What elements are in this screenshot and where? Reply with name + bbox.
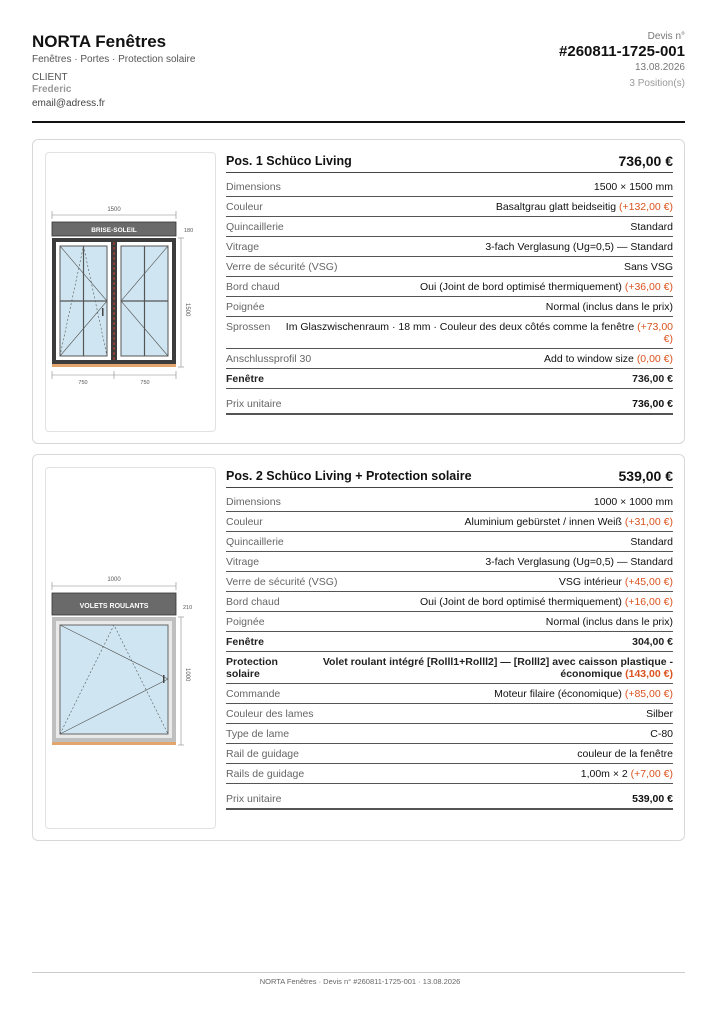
surcharge-amount: (0,00 €) — [636, 353, 673, 365]
spec-row — [226, 532, 673, 552]
spec-rows-1 — [226, 177, 673, 369]
spec-label: Rail de guidage — [226, 748, 299, 760]
spec-label: Rails de guidage — [226, 768, 305, 780]
spec-value-text: Aluminium gebürstet / innen Weiß — [464, 516, 622, 528]
spec-value — [581, 768, 673, 780]
spec-row — [226, 492, 673, 512]
spec-label: Commande — [226, 688, 281, 700]
position-price: 736,00 € — [618, 153, 673, 169]
spec-value-text: Normal (inclus dans le prix) — [545, 616, 673, 628]
spec-value — [485, 241, 673, 253]
spec-row — [226, 257, 673, 277]
spec-row — [226, 197, 673, 217]
spec-value-text: Standard — [630, 536, 673, 548]
surcharge-amount: (+85,00 €) — [624, 688, 673, 700]
surcharge-amount: (+7,00 €) — [630, 768, 673, 780]
protection-value — [300, 656, 673, 680]
surcharge-amount: (+16,00 €) — [624, 596, 673, 608]
position-details-1 — [226, 150, 673, 415]
unit-price-value: 539,00 € — [632, 793, 673, 805]
dim-width-label: 1500 — [107, 207, 121, 213]
spec-value — [594, 496, 673, 508]
unit-price-label: Prix unitaire — [226, 398, 282, 410]
page-footer: NORTA Fenêtres · Devis n° #260811-1725-001 · 13.08.2026 — [259, 977, 461, 986]
spec-label: Couleur des lames — [226, 708, 314, 720]
spec-value-text: Oui (Joint de bord optimisé thermiquement) — [419, 596, 622, 608]
subtotal-value: 736,00 € — [632, 373, 673, 385]
box-label: BRISE-SOLEIL — [91, 227, 137, 234]
spec-value — [650, 728, 673, 740]
spec-value — [646, 708, 673, 720]
dim-sash-right-label: 750 — [140, 380, 150, 386]
window-sill — [52, 364, 176, 367]
spec-label: Bord chaud — [226, 281, 280, 293]
spec-label: Poignée — [226, 301, 265, 313]
footer-divider — [32, 972, 685, 973]
spec-row — [226, 277, 673, 297]
subtotal-label: Fenêtre — [226, 373, 264, 385]
spec-rows-2b — [226, 684, 673, 784]
unit-price-value: 736,00 € — [632, 398, 673, 410]
spec-row — [226, 764, 673, 784]
spec-value — [420, 596, 673, 608]
spec-row — [226, 612, 673, 632]
protection-label: Protection solaire — [226, 656, 278, 680]
spec-value-text: Im Glaszwischenraum · 18 mm · Couleur des deux côtés comme la fenêtre — [285, 321, 635, 333]
spec-value-text: Oui (Joint de bord optimisé thermiquement) — [419, 281, 622, 293]
spec-row — [226, 317, 673, 349]
spec-row — [226, 552, 673, 572]
spec-label: Couleur — [226, 516, 263, 528]
spec-value-text: 3-fach Verglasung (Ug=0,5) — Standard — [485, 556, 673, 568]
window-drawing-svg-2 — [46, 468, 215, 828]
spec-value-text: Normal (inclus dans le prix) — [545, 301, 673, 313]
unit-price-label: Prix unitaire — [226, 793, 282, 805]
protection-surcharge: (143,00 €) — [625, 668, 673, 680]
spec-label: Poignée — [226, 616, 265, 628]
header-divider — [32, 121, 685, 123]
spec-row — [226, 744, 673, 764]
position-card-2 — [32, 454, 685, 841]
surcharge-amount: (+132,00 €) — [619, 201, 673, 213]
spec-label: Dimensions — [226, 496, 281, 508]
spec-value — [544, 353, 673, 365]
spec-value — [630, 221, 673, 233]
spec-label: Anschlussprofil 30 — [226, 353, 312, 365]
document-header — [32, 30, 685, 122]
spec-value-text: 1000 × 1000 mm — [593, 496, 673, 508]
surcharge-amount: (+31,00 €) — [624, 516, 673, 528]
spec-value — [546, 301, 673, 313]
spec-value-text: couleur de la fenêtre — [577, 748, 673, 760]
position-title: Pos. 1 Schüco Living — [226, 154, 352, 168]
window-drawing-1 — [45, 152, 216, 432]
spec-value-text: Standard — [630, 221, 673, 233]
handle-icon — [163, 675, 165, 683]
spec-value — [420, 281, 673, 293]
devis-label: Devis n° — [647, 31, 685, 42]
box-label-2: VOLETS ROULANTS — [79, 603, 149, 610]
position-details-2 — [226, 465, 673, 810]
spec-value-text: Basaltgrau glatt beidseitig — [495, 201, 617, 213]
spec-label: Vitrage — [226, 241, 260, 253]
position-header-1 — [226, 150, 673, 173]
company-name: NORTA Fenêtres — [32, 32, 167, 51]
spec-row — [226, 724, 673, 744]
box-height-label-2: 210 — [183, 605, 193, 611]
spec-value-text: 1,00m × 2 — [580, 768, 628, 780]
spec-value — [494, 688, 673, 700]
box-height-label: 180 — [184, 228, 194, 234]
spec-value — [485, 556, 673, 568]
devis-date: 13.08.2026 — [634, 62, 685, 73]
spec-value-text: Silber — [646, 708, 673, 720]
spec-row — [226, 684, 673, 704]
spec-label: Couleur — [226, 201, 263, 213]
dim-width-label-2: 1000 — [107, 577, 121, 583]
spec-value — [630, 536, 673, 548]
spec-row — [226, 572, 673, 592]
unit-price-row — [226, 789, 673, 810]
spec-label: Verre de sécurité (VSG) — [226, 261, 338, 273]
handle-left-icon — [102, 308, 104, 316]
position-price: 539,00 € — [618, 468, 673, 484]
unit-price-row — [226, 394, 673, 415]
spec-value — [577, 748, 673, 760]
spec-value-text: Sans VSG — [623, 261, 673, 273]
window-drawing-2 — [45, 467, 216, 829]
spec-value — [546, 616, 673, 628]
position-title: Pos. 2 Schüco Living + Protection solaire — [226, 469, 472, 483]
spec-label: Verre de sécurité (VSG) — [226, 576, 338, 588]
spec-value — [280, 321, 673, 345]
spec-label: Dimensions — [226, 181, 281, 193]
spec-label: Quincaillerie — [226, 221, 284, 233]
spec-value — [624, 261, 673, 273]
subtotal-value: 304,00 € — [632, 636, 673, 648]
devis-number: #260811-1725-001 — [559, 43, 685, 60]
position-card-1 — [32, 139, 685, 444]
surcharge-amount: (+45,00 €) — [624, 576, 673, 588]
spec-label: Type de lame — [226, 728, 290, 740]
glass-2 — [60, 625, 168, 734]
client-label: CLIENT — [32, 72, 68, 83]
surcharge-amount: (+73,00 €) — [637, 321, 673, 345]
spec-rows-2 — [226, 492, 673, 632]
positions-count: 3 Position(s) — [629, 78, 685, 89]
spec-value-text: 3-fach Verglasung (Ug=0,5) — Standard — [485, 241, 673, 253]
client-name: Frederic — [32, 84, 72, 95]
subtotal-row — [226, 369, 673, 389]
client-email: email@adress.fr — [32, 98, 105, 109]
subtotal-label: Fenêtre — [226, 636, 264, 648]
subtotal-row — [226, 632, 673, 652]
spec-label: Quincaillerie — [226, 536, 284, 548]
spec-value-text: Moteur filaire (économique) — [494, 688, 622, 700]
spec-label: Bord chaud — [226, 596, 280, 608]
spec-row — [226, 217, 673, 237]
spec-row — [226, 349, 673, 369]
spec-label: Sprossen — [226, 321, 271, 333]
spec-value — [465, 516, 673, 528]
position-header-2 — [226, 465, 673, 488]
spec-value-text: C-80 — [650, 728, 673, 740]
protection-row — [226, 652, 673, 684]
spec-row — [226, 592, 673, 612]
window-sill-2 — [52, 742, 176, 745]
spec-value — [496, 201, 673, 213]
spec-value — [559, 576, 673, 588]
spec-value-text: Add to window size — [544, 353, 634, 365]
spec-row — [226, 704, 673, 724]
dim-sash-left-label: 750 — [78, 380, 88, 386]
spec-value — [594, 181, 673, 193]
company-tagline: Fenêtres · Portes · Protection solaire — [32, 54, 196, 65]
window-drawing-svg-1 — [46, 153, 215, 431]
spec-row — [226, 177, 673, 197]
spec-value-text: VSG intérieur — [558, 576, 622, 588]
spec-row — [226, 297, 673, 317]
spec-row — [226, 512, 673, 532]
spec-row — [226, 237, 673, 257]
spec-value-text: 1500 × 1500 mm — [593, 181, 673, 193]
dim-height-label: 1500 — [184, 303, 190, 317]
protection-text: Volet roulant intégré [Rolll1+Rolll2] — [Rolll2] avec caisson plastique - économique — [322, 656, 673, 680]
surcharge-amount: (+36,00 €) — [624, 281, 673, 293]
spec-label: Vitrage — [226, 556, 260, 568]
dim-height-label-2: 1000 — [184, 668, 190, 682]
